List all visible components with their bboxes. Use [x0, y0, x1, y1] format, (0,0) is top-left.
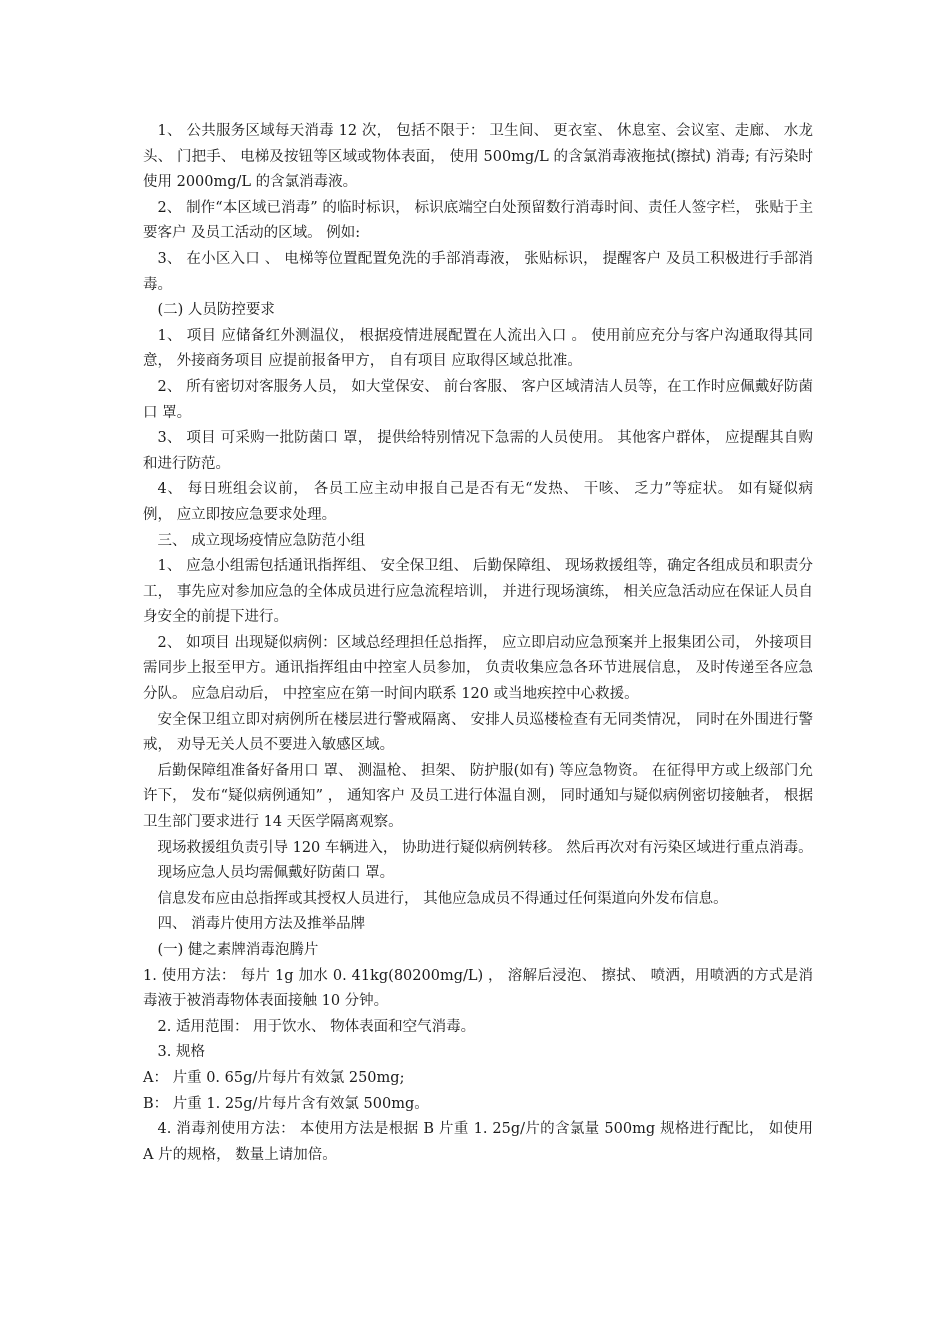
paragraph: 现场救援组负责引导 120 车辆进入， 协助进行疑似病例转移。 然后再次对有污染区域进行重点消毒。 [157, 839, 813, 856]
paragraph: 1. 使用方法： 每片 1g 加水 0. 41kg(80200mg/L) ， 溶解后浸泡、 擦拭、 喷洒，用喷洒的方式是消毒液于被消毒物体表面接触 10 分钟。 [143, 967, 813, 1010]
paragraph: 2. 适用范围： 用于饮水、 物体表面和空气消毒。 [157, 1018, 476, 1035]
paragraph: 1、 公共服务区域每天消毒 12 次， 包括不限于： 卫生间、 更衣室、 休息室、会议室、走廊、 水龙头、 门把手、 电梯及按钮等区域或物体表面， 使用 500mg/L 的含氯消毒液拖拭(擦拭) 消毒; 有污染时使用 2000mg/L 的含氯消毒液。 [143, 123, 813, 191]
paragraph: 2、 所有密切对客服务人员， 如大堂保安、 前台客服、 客户区域清洁人员等，在工作时应佩戴好防菌口 罩。 [143, 378, 813, 421]
paragraph: 3. 规格 [157, 1044, 205, 1061]
paragraph: 1、 应急小组需包括通讯指挥组、 安全保卫组、 后勤保障组、 现场救援组等，确定各组成员和职责分工， 事先应对参加应急的全体成员进行应急流程培训， 并进行现场演练， 相关应急活动应在保证人员自身安全的前提下进行。 [143, 558, 813, 626]
paragraph: 2、 制作“本区域已消毒” 的临时标识， 标识底端空白处预留数行消毒时间、责任人签字栏， 张贴于主要客户 及员工活动的区域。 例如: [143, 199, 813, 242]
paragraph: 信息发布应由总指挥或其授权人员进行， 其他应急成员不得通过任何渠道向外发布信息。 [157, 890, 728, 907]
section-heading: 三、 成立现场疫情应急防范小组 [157, 532, 366, 549]
paragraph: 安全保卫组立即对病例所在楼层进行警戒隔离、 安排人员巡楼检查有无同类情况， 同时在外围进行警戒， 劝导无关人员不要进入敏感区域。 [143, 711, 813, 754]
section-heading: 四、 消毒片使用方法及推举品牌 [157, 916, 366, 933]
paragraph: 3、 项目 可采购一批防菌口 罩， 提供给特别情况下急需的人员使用。 其他客户群体， 应提醒其自购和进行防范。 [143, 430, 813, 472]
paragraph: 现场应急人员均需佩戴好防菌口 罩。 [157, 865, 395, 882]
spec-item: B： 片重 1. 25g/片每片含有效氯 500mg。 [143, 1095, 429, 1112]
paragraph: 1、 项目 应储备红外测温仪， 根据疫情进展配置在人流出入口 。 使用前应充分与客户沟通取得其同意， 外接商务项目 应提前报备甲方， 自有项目 应取得区域总批准。 [143, 327, 813, 370]
paragraph: 4. 消毒剂使用方法： 本使用方法是根据 B 片重 1. 25g/片的含氯量 500mg 规格进行配比， 如使用 A 片的规格， 数量上请加倍。 [143, 1121, 813, 1163]
subsection-heading: (一) 健之素牌消毒泡腾片 [157, 942, 319, 958]
paragraph: 2、 如项目 出现疑似病例：区域总经理担任总指挥， 应立即启动应急预案并上报集团公司， 外接项目 需同步上报至甲方。通讯指挥组由中控室人员参加， 负责收集应急各环节进展信息， 及时传递至各应急分队。 应急启动后， 中控室应在第一时间内联系 120 或当地疾控中心救援。 [143, 634, 813, 703]
document-body [143, 119, 813, 1168]
paragraph: 后勤保障组准备好备用口 罩、 测温枪、 担架、 防护服(如有) 等应急物资。 在征得甲方或上级部门允许下， 发布“疑似病例通知” ， 通知客户 及员工进行体温自测， 同时通知与疑似病例密切接触者， 根据卫生部门要求进行 14 天医学隔离观察。 [143, 762, 813, 831]
paragraph: 3、 在小区入口 、 电梯等位置配置免洗的手部消毒液， 张贴标识， 提醒客户 及员工积极进行手部消毒。 [143, 250, 813, 293]
spec-item: A： 片重 0. 65g/片每片有效氯 250mg; [143, 1069, 405, 1086]
section-heading: (二) 人员防控要求 [157, 302, 275, 319]
paragraph: 4、 每日班组会议前， 各员工应主动申报自己是否有无“发热、 干咳、 乏力”等症状。 如有疑似病例， 应立即按应急要求处理。 [143, 481, 813, 523]
